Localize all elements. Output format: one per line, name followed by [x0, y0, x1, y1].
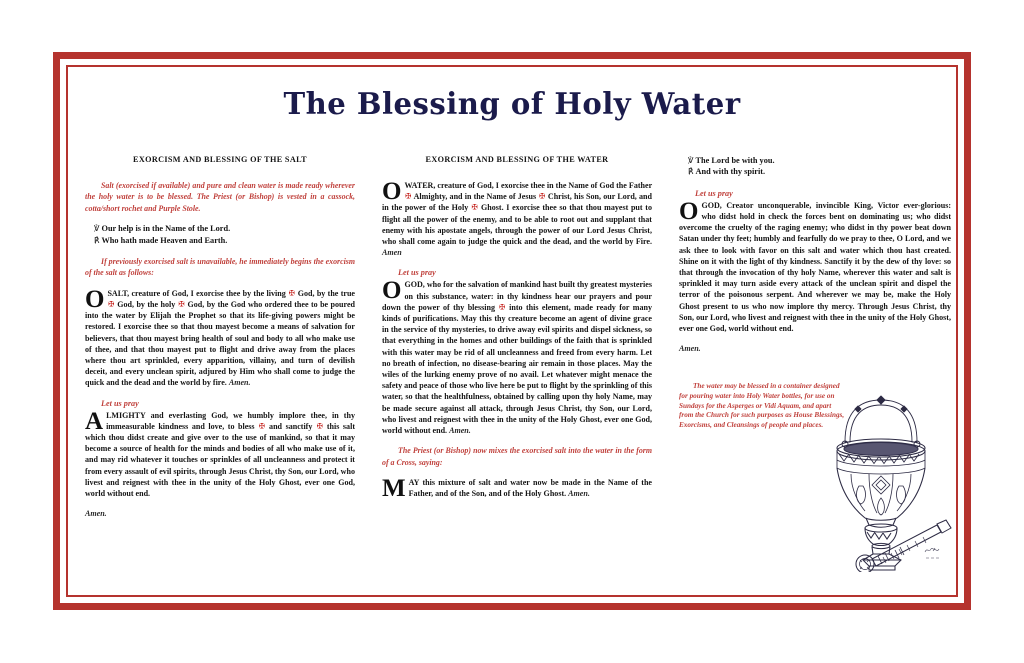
column-water — [382, 155, 652, 508]
prayer-exorcism-of-water — [382, 180, 652, 258]
dropcap-letter: M — [382, 475, 406, 503]
response-text-right: And with thy spirit. — [695, 167, 766, 177]
prayer-exorcism-of-salt — [85, 285, 356, 389]
amen-text: Amen. — [228, 378, 251, 388]
amen-text: Amen. — [679, 344, 701, 354]
document-sheet — [68, 67, 956, 595]
prayer-lead-word: GOD, — [701, 200, 722, 210]
rubric-salt-preparation: Salt (exorcised if available) and pure and clean water is made ready wherever the holy water is to be blessed. The Priest (or Bishop) is vested in a cassock, cotta/short rochet and Purple Stole. — [85, 181, 355, 213]
prayer-text-b: Almighty, and in the Name of Jesus — [411, 192, 539, 202]
three-column-layout — [85, 155, 951, 529]
cross-icon: ✠ — [471, 202, 478, 212]
response-line-left — [94, 235, 355, 246]
prayer-lead-word: SALT, — [107, 288, 130, 298]
prayer-text-a: this mixture of salt and water now be made in the Name of the Father, and of the Son, and of the Holy Ghost. — [408, 478, 652, 499]
cross-icon: ✠ — [538, 191, 546, 201]
response-line-right — [688, 166, 951, 177]
versicle-text-left: Our help is in the Name of the Lord. — [101, 224, 231, 234]
amen-text: Amen. — [568, 489, 590, 499]
column-final-prayer — [679, 155, 951, 430]
prayer-lead-word: WATER, — [404, 181, 436, 190]
cross-icon: ✠ — [288, 288, 295, 298]
versicle-line-right — [688, 155, 951, 166]
versicle-mark-icon: ℣ — [688, 156, 694, 165]
dropcap-letter: O — [85, 285, 105, 313]
column-heading-salt: EXORCISM AND BLESSING OF THE SALT — [133, 155, 307, 164]
column-salt — [85, 155, 355, 529]
prayer-lead-word: GOD, — [404, 280, 425, 290]
response-mark-icon: ℟ — [688, 167, 694, 177]
versicle-response-block-right — [679, 155, 951, 178]
amen-text: Amen — [382, 248, 402, 258]
cross-icon: ✠ — [107, 299, 115, 309]
prayer-blessing-of-salt — [85, 407, 355, 500]
dropcap-letter: O — [382, 178, 402, 205]
response-mark-icon: ℟ — [94, 235, 100, 245]
rubric-salt-exorcism-intro: If previously exorcised salt is unavailable, he immediately begins the exorcism of the salt as follows: — [85, 257, 356, 278]
cross-icon: ✠ — [258, 421, 265, 431]
dropcap-letter: O — [679, 197, 699, 225]
prayer-text-d: God, by the God who ordered thee to be poured into the water by Elijah the Prophet so that its life-giving powers might be restored. I exorcise thee so that thou mayest become a means of salvation for believers, that thou mayest bring health of soul and body to all who make use of thee, and that thou mayest put to flight and drive away from the places where thou art sprinkled, every apparition, villainy, and turn of devilish deceit, and every unclean spirit, adjured by Him who shall come to judge the quick and the dead and the world by fire. — [85, 300, 355, 388]
let-us-pray-label-right: Let us pray — [695, 188, 733, 198]
prayer-creator-unconquerable — [679, 197, 951, 334]
response-text-left: Who hath made Heaven and Earth. — [101, 235, 228, 245]
prayer-text-a: creature of God, I exorcise thee in the Name of God the Father — [435, 181, 652, 190]
prayer-text-a: and everlasting God, we humbly implore thee, in thy immeasurable kindness and love, to bless — [106, 410, 355, 431]
versicle-text-right: The Lord be with you. — [695, 156, 775, 165]
prayer-text-c: God, by the holy — [114, 300, 178, 310]
let-us-pray-label-middle: Let us pray — [398, 268, 436, 278]
cross-icon: ✠ — [316, 421, 323, 431]
prayer-text-b: God, by the true — [295, 288, 356, 298]
let-us-pray-label-left: Let us pray — [101, 398, 139, 408]
amen-text: Amen. — [449, 426, 471, 436]
prayer-text-d: Ghost. I exorcise thee so that thou mayest put to flight all the power of the enemy, and to be able to root out and supplant that enemy with his apostate angels, through the power of our Lord Jesus Christ, who shall come again to judge the quick and the dead, and the world by Fire. — [382, 203, 652, 247]
prayer-lead-word: LMIGHTY — [106, 410, 146, 420]
amen-text: Amen. — [85, 509, 107, 519]
prayer-lead-word: AY — [408, 478, 420, 488]
cross-icon: ✠ — [178, 299, 185, 309]
rubric-mixing-salt-and-water: The Priest (or Bishop) now mixes the exorcised salt into the water in the form of a Cross, saying: — [382, 446, 652, 467]
page-title: The Blessing of Holy Water — [283, 87, 741, 122]
prayer-text-a: who for the salvation of mankind hast built thy greatest mysteries on this substance, water: in thy kindness hear our prayers and pour down the power of thy blessing — [382, 280, 652, 312]
prayer-blessing-of-water — [382, 279, 652, 436]
prayer-text-a: creature of God, I exorcise thee by the living — [129, 288, 289, 298]
dropcap-letter: O — [382, 277, 402, 305]
prayer-text-b: into this element, made ready for many kinds of purifications. May this thy creature become an agent of divine grace in the service of thy mysteries, to drive away evil spirits and dispel sickness, so that everything in the homes and other buildings of the faith that is sprinkled with this water may be rid of all uncleanness and freed from every harm. Let no breath of infection, no disease-bearing air remain in those places. May the wiles of the lurking enemy prove of no avail. Let whatever might menace the safety and peace of those who live here be put to flight by the sprinkling of this water, so that the healthfulness, obtained by calling upon thy holy Name, may be made secure against all attack, through Jesus Christ, thy Son, our Lord, who livest and reignest with thee in the unity of the Holy Ghost, ever one God, world without end. — [382, 302, 652, 436]
cross-icon: ✠ — [498, 302, 506, 312]
prayer-text-b: and sanctify — [265, 421, 316, 431]
column-heading-water: EXORCISM AND BLESSING OF THE WATER — [425, 155, 609, 164]
versicle-response-block-left — [85, 223, 355, 246]
dropcap-letter: A — [85, 407, 104, 435]
cross-icon: ✠ — [404, 191, 412, 201]
illustration-caption: The water may be blessed in a container designed for pouring water into Holy Water bottles, for use on Sundays for the Asperges or Vidi Aquam, and apart from the Church for such purposes as House Blessings, Exorcisms, and Cleansings of people and places. — [679, 382, 845, 429]
prayer-text-c: Christ, his Son, our Lord, and in the power of the Holy — [382, 192, 652, 213]
prayer-mixture-of-salt-and-water — [382, 475, 652, 503]
prayer-text-a: Creator unconquerable, invincible King, Victor ever-glorious: who didst hold in check the forces bent on dominating us; who didst overcome the cruelty of the raging enemy; who didst in thy power beat down Satan under thy feet; humbly and fearfully do we pray to thee, O Lord, and we ask thee to look with favor on this salt and water which thou hast created. Shine on it with the light of thy kindness. Sanctify it by the dew of thy love: so that through the invocation of thy holy Name, wherever this water and salt is sprinkled it may turn aside every attack of the unclean spirit and dispel the terror of the poisonous serpent. And wherever we may be, make the Holy Ghost present to us who now implore thy mercy. Through Jesus Christ, thy Son, our Lord, who livest and reignest with thee in the unity of the Holy Ghost, ever one God, world without end. — [679, 200, 951, 334]
prayer-text-c: this salt which thou didst create and give over to the use of mankind, so that it may become a source of health for the minds and bodies of all who make use of it, and may rid whatever it touches or sprinkles of all uncleanness and protect it from every assault of evil spirits, through Jesus Christ, thy Son, our Lord, who livest and reignest with thee in the unity of the Holy Ghost, ever one God, world without end. — [85, 421, 355, 499]
versicle-line-left — [94, 223, 355, 234]
versicle-mark-icon: ℣ — [94, 224, 100, 234]
